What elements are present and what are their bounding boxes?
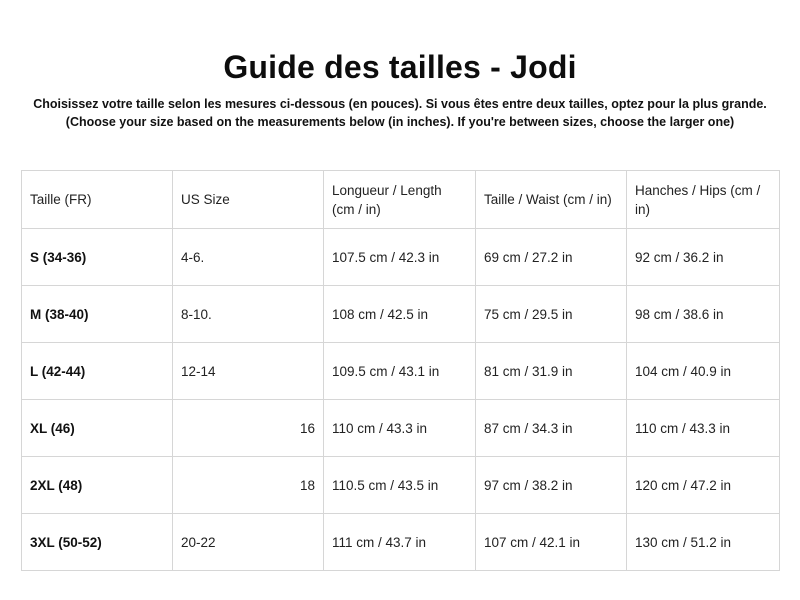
cell-length: 110 cm / 43.3 in xyxy=(324,400,476,457)
cell-length: 108 cm / 42.5 in xyxy=(324,286,476,343)
table-row xyxy=(22,514,780,571)
header-length: Longueur / Length (cm / in) xyxy=(324,171,476,229)
cell-hips: 104 cm / 40.9 in xyxy=(627,343,780,400)
size-chart-table xyxy=(21,170,780,571)
cell-us-size: 12-14 xyxy=(173,343,324,400)
table-row xyxy=(22,229,780,286)
cell-fr-size: 3XL (50-52) xyxy=(22,514,173,571)
cell-fr-size: 2XL (48) xyxy=(22,457,173,514)
instructions-english: (Choose your size based on the measurements below (in inches). If you're between sizes, choose the larger one) xyxy=(65,115,735,129)
header-waist: Taille / Waist (cm / in) xyxy=(476,171,627,229)
cell-hips: 92 cm / 36.2 in xyxy=(627,229,780,286)
cell-length: 111 cm / 43.7 in xyxy=(324,514,476,571)
header-us-size: US Size xyxy=(173,171,324,229)
cell-us-size: 4-6. xyxy=(173,229,324,286)
cell-us-size: 18 xyxy=(173,457,324,514)
cell-waist: 107 cm / 42.1 in xyxy=(476,514,627,571)
cell-waist: 87 cm / 34.3 in xyxy=(476,400,627,457)
header-fr-size: Taille (FR) xyxy=(22,171,173,229)
table-row xyxy=(22,400,780,457)
size-guide-instructions xyxy=(0,95,800,131)
cell-fr-size: XL (46) xyxy=(22,400,173,457)
header-hips: Hanches / Hips (cm / in) xyxy=(627,171,780,229)
cell-length: 109.5 cm / 43.1 in xyxy=(324,343,476,400)
cell-hips: 130 cm / 51.2 in xyxy=(627,514,780,571)
cell-hips: 98 cm / 38.6 in xyxy=(627,286,780,343)
table-row xyxy=(22,286,780,343)
cell-length: 110.5 cm / 43.5 in xyxy=(324,457,476,514)
table-row xyxy=(22,343,780,400)
instructions-french: Choisissez votre taille selon les mesures ci-dessous (en pouces). Si vous êtes entre deux tailles, optez pour la plus grande. xyxy=(33,97,767,111)
cell-us-size: 8-10. xyxy=(173,286,324,343)
cell-hips: 110 cm / 43.3 in xyxy=(627,400,780,457)
cell-waist: 81 cm / 31.9 in xyxy=(476,343,627,400)
cell-fr-size: S (34-36) xyxy=(22,229,173,286)
cell-us-size: 20-22 xyxy=(173,514,324,571)
table-header-row xyxy=(22,171,780,229)
cell-hips: 120 cm / 47.2 in xyxy=(627,457,780,514)
cell-waist: 75 cm / 29.5 in xyxy=(476,286,627,343)
cell-us-size: 16 xyxy=(173,400,324,457)
page-title: Guide des tailles - Jodi xyxy=(223,49,577,86)
table-row xyxy=(22,457,780,514)
cell-fr-size: M (38-40) xyxy=(22,286,173,343)
cell-waist: 97 cm / 38.2 in xyxy=(476,457,627,514)
cell-waist: 69 cm / 27.2 in xyxy=(476,229,627,286)
cell-length: 107.5 cm / 42.3 in xyxy=(324,229,476,286)
cell-fr-size: L (42-44) xyxy=(22,343,173,400)
